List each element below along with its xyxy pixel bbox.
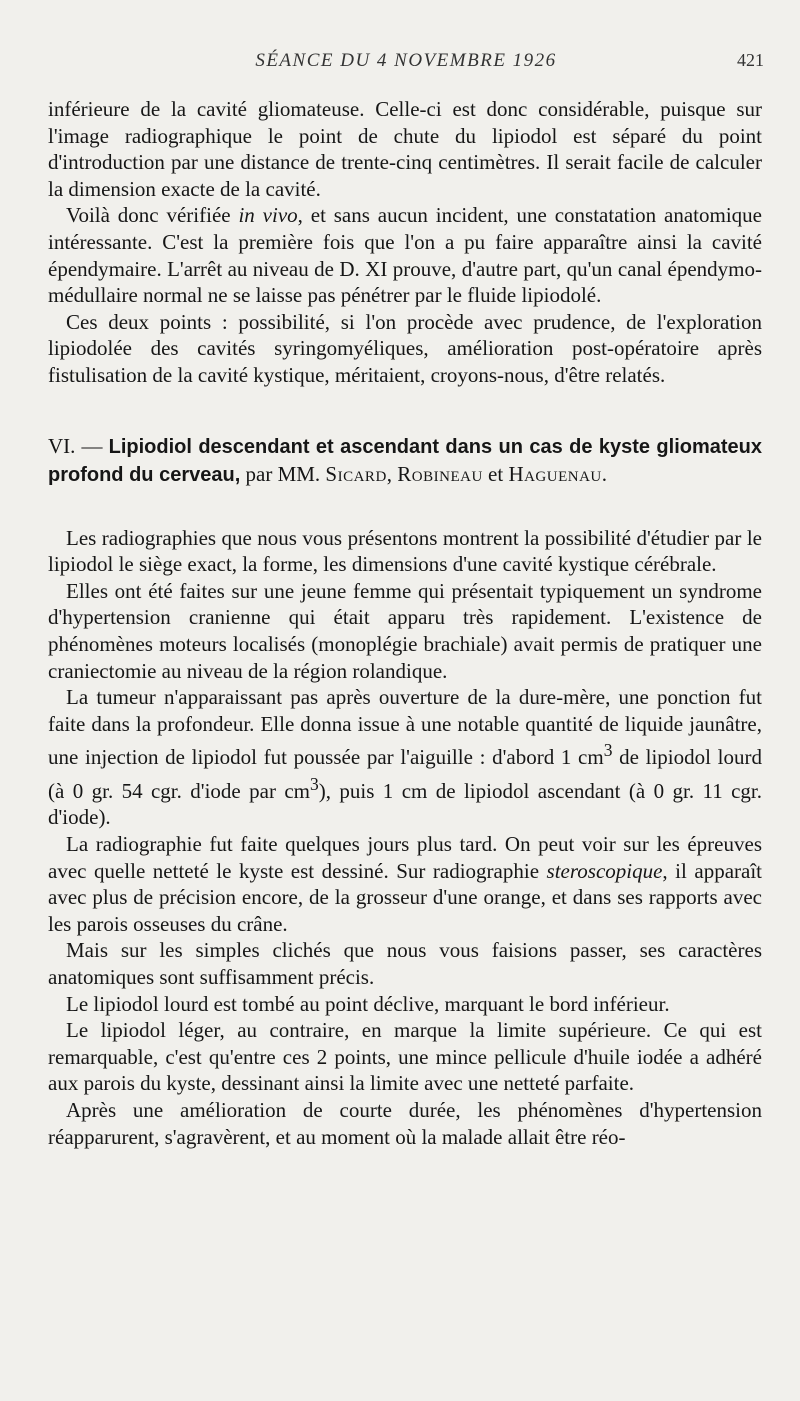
paragraph-continued: inférieure de la cavité gliomateuse. Celle-ci est donc considérable, puisque sur l'image radiographique le point de chute du lipiodol est séparé du point d'introduction par une distance de trente-cinq centimètres. Il serait facile de calculer la dimension exacte de la cavité. (48, 97, 762, 201)
author-name: Sicard (325, 461, 387, 486)
text-run: , et sans aucun incident, une constatation anatomique intéressante. C'est la première fois que l'on a pu faire apparaître ainsi la cavité épendymaire. L'arrêt au niveau de D. XI prouve, d'autre part, qu'un canal épendymo-médullaire normal ne se laisse pas pénétrer par le fluide lipiodolé. (48, 203, 763, 308)
paragraph: Le lipiodol léger, au contraire, en marque la limite supérieure. Ce qui est remarquable, c'est qu'entre ces 2 points, une mince pellicule d'huile iodée a adhéré aux parois du kyste, dessinant ainsi la limite avec une netteté parfaite. (48, 1018, 762, 1096)
paragraph: Elles ont été faites sur une jeune femme qui présentait typiquement un syndrome d'hypertension cranienne qui était apparu très rapidement. L'existence de phénomènes moteurs localisés (monoplégie brachiale) avait permis de pratiquer une craniectomie au niveau de la région rolandique. (48, 578, 762, 683)
author-name: Robineau (397, 461, 483, 486)
running-title: SÉANCE DU 4 NOVEMBRE 1926 (255, 50, 557, 71)
section-title: Lipiodiol descendant et ascendant dans un cas de kyste gliomateux profond du cerveau, (48, 435, 762, 486)
paragraph: Les radiographies que nous vous présentons montrent la possibilité d'étudier par le lipiodol le siège exact, la forme, les dimensions d'une cavité kystique cérébrale. (48, 525, 762, 577)
paragraph: Le lipiodol lourd est tombé au point déclive, marquant le bord inférieur. (66, 991, 670, 1016)
text-run: , il apparaît avec plus de précision encore, de la grosseur d'une orange, et dans ses rapports avec les parois osseuses du crâne. (48, 858, 762, 936)
paragraph (48, 831, 762, 937)
paragraph: Mais sur les simples clichés que nous vous faisions passer, ses caractères anatomiques sont suffisamment précis. (48, 938, 762, 990)
section-number: VI. — (48, 433, 103, 458)
superscript: 3 (603, 740, 613, 761)
text-run: La tumeur n'apparaissant pas après ouverture de la dure-mère, une ponction fut faite dans la profondeur. Elle donna issue à une notable quantité de liquide jaunâtre, une injection de lipiodol fut poussée par l'aiguille : d'abord 1 cm (48, 685, 762, 770)
text-run: La radiographie fut faite quelques jours plus tard. On peut voir sur les épreuves avec quelle netteté le kyste est dessiné. Sur radiographie (48, 832, 762, 883)
text-run: ), puis 1 cm de lipiodol ascendant (à 0 gr. 11 cgr. d'iode). (48, 778, 762, 830)
paragraph (48, 202, 762, 308)
paragraph: Après une amélioration de courte durée, les phénomènes d'hypertension réapparurent, s'agravèrent, et au moment où la malade allait être réo- (48, 1098, 762, 1149)
author-name: Haguenau. (508, 461, 608, 486)
superscript: 3 (310, 773, 319, 794)
latin-phrase: in vivo (238, 203, 298, 228)
text-run: de lipiodol lourd (à 0 gr. 54 cgr. d'iode par cm (48, 745, 762, 803)
conjunction: et (488, 461, 504, 486)
text-run: Voilà donc vérifiée (66, 203, 239, 228)
section-heading: VI. — Lipiodiol descendant et ascendant dans un cas de kyste gliomateux profond du cerveau, par MM. Sicard, Robineau et Haguenau. (48, 433, 762, 486)
page-number: 421 (737, 50, 764, 70)
running-header (48, 50, 764, 78)
paragraph (48, 684, 762, 831)
paragraph: Ces deux points : possibilité, si l'on procède avec prudence, de l'exploration lipiodolée des cavités syringomyéliques, amélioration post-opératoire après fistulisation de la cavité kystique, méritaient, croyons-nous, d'être relatés. (48, 309, 762, 387)
byline-intro: par MM. (245, 461, 321, 486)
body-text (48, 96, 762, 1150)
italic-term: steroscopique (546, 858, 663, 883)
